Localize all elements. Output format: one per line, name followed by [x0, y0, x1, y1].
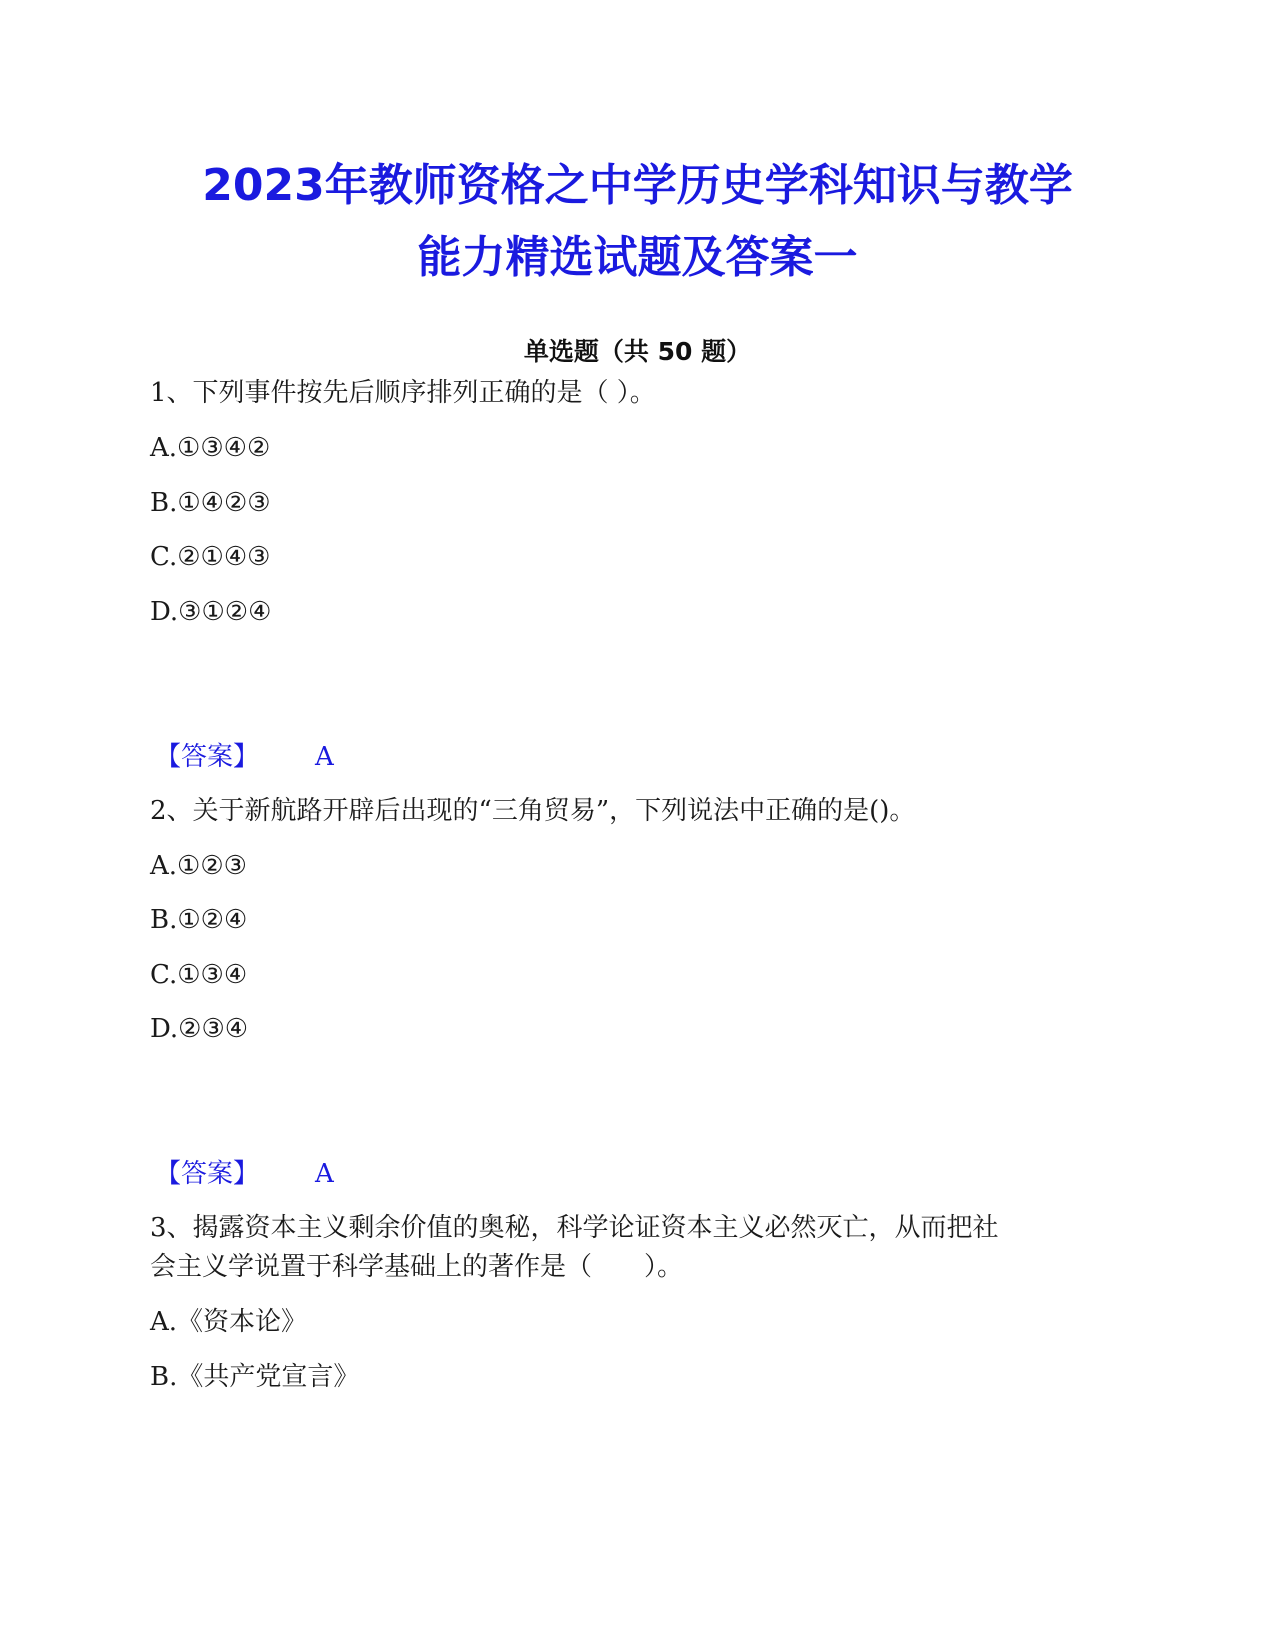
question-1-option-b: B.①④②③ — [150, 488, 271, 518]
question-3-text-line-2: 会主义学说置于科学基础上的著作是（ ）。 — [150, 1252, 684, 1282]
question-2-option-d: D.②③④ — [150, 1014, 249, 1044]
question-2-option-a: A.①②③ — [150, 851, 247, 881]
answer-value: A — [315, 742, 334, 772]
question-1-option-c: C.②①④③ — [150, 542, 271, 572]
document-title — [120, 150, 1155, 294]
document-title-line-1: 2023年教师资格之中学历史学科知识与教学 — [202, 160, 1073, 211]
question-3-text-line-1: 3、揭露资本主义剩余价值的奥秘，科学论证资本主义必然灭亡，从而把社 — [150, 1213, 999, 1243]
question-1-option-a: A.①③④② — [150, 433, 271, 463]
question-2-text: 2、关于新航路开辟后出现的“三角贸易”，下列说法中正确的是()。 — [150, 796, 916, 826]
question-2-option-b: B.①②④ — [150, 905, 248, 935]
answer-label: 【答案】 — [155, 1159, 260, 1189]
question-2-answer — [155, 1154, 334, 1194]
question-3-option-b: B.《共产党宣言》 — [150, 1362, 360, 1392]
question-3-option-a: A.《资本论》 — [150, 1307, 308, 1337]
question-1-answer — [155, 737, 334, 777]
document-title-line-2: 能力精选试题及答案一 — [417, 232, 858, 283]
answer-value: A — [315, 1159, 334, 1189]
question-1-text: 1、下列事件按先后顺序排列正确的是（ ）。 — [150, 378, 656, 408]
section-heading: 单选题（共 50 题） — [523, 337, 752, 366]
question-1-option-d: D.③①②④ — [150, 597, 272, 627]
answer-label: 【答案】 — [155, 742, 260, 772]
question-2-option-c: C.①③④ — [150, 960, 248, 990]
